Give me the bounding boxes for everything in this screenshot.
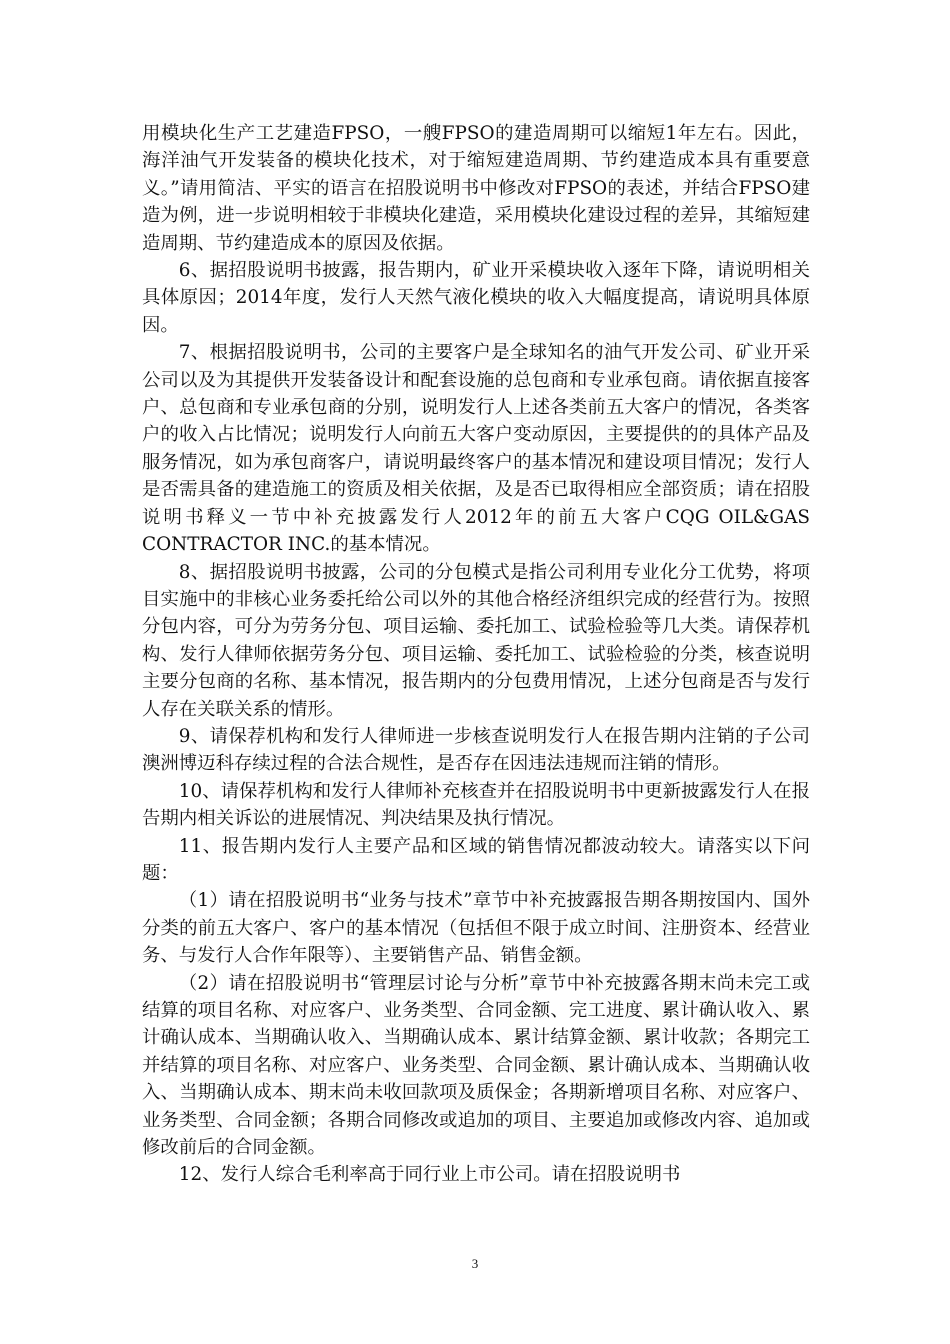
paragraph-item-11-sub-1: （1）请在招股说明书“业务与技术”章节中补充披露报告期各期按国内、国外分类的前五大客户、客户的基本情况（包括但不限于成立时间、注册资本、经营业务、与发行人合作年限等）、主要销售产品、销售金额。: [142, 890, 810, 967]
paragraph-item-6: 6、据招股说明书披露，报告期内，矿业开采模块收入逐年下降，请说明相关具体原因；2014年度，发行人天然气液化模块的收入大幅度提高，请说明具体原因。: [142, 260, 810, 336]
paragraph-item-7: 7、根据招股说明书，公司的主要客户是全球知名的油气开发公司、矿业开采公司以及为其提供开发装备设计和配套设施的总包商和专业承包商。请依据直接客户、总包商和专业承包商的分别，说明发行人上述各类前五大客户的情况，各类客户的收入占比情况；说明发行人向前五大客户变动原因，主要提供的的具体产品及服务情况，如为承包商客户，请说明最终客户的基本情况和建设项目情况；发行人是否需具备的建造施工的资质及相关依据，及是否已取得相应全部资质；请在招股说明书释义一节中补充披露发行人2012年的前五大客户CQG OIL&GAS CONTRACTOR INC.的基本情况。: [142, 342, 810, 556]
paragraph-item-12: 12、发行人综合毛利率高于同行业上市公司。请在招股说明书: [178, 1164, 681, 1186]
paragraph-item-10: 10、请保荐机构和发行人律师补充核查并在招股说明书中更新披露发行人在报告期内相关诉讼的进展情况、判决结果及执行情况。: [142, 780, 810, 830]
body-text: [142, 120, 810, 1189]
page-number: 3: [471, 1256, 479, 1271]
paragraph-continuation: 用模块化生产工艺建造FPSO，一艘FPSO的建造周期可以缩短1年左右。因此，海洋油气开发装备的模块化技术，对于缩短建造周期、节约建造成本具有重要意义。”请用简洁、平实的语言在招股说明书中修改对FPSO的表述，并结合FPSO建造为例，进一步说明相较于非模块化建造，采用模块化建设过程的差异，其缩短建造周期、节约建造成本的原因及依据。: [142, 123, 810, 254]
paragraph-item-9: 9、请保荐机构和发行人律师进一步核查说明发行人在报告期内注销的子公司澳洲博迈科存续过程的合法合规性，是否存在因违法违规而注销的情形。: [142, 725, 810, 775]
paragraph-item-8: 8、据招股说明书披露，公司的分包模式是指公司利用专业化分工优势，将项目实施中的非核心业务委托给公司以外的其他合格经济组织完成的经营行为。按照分包内容，可分为劳务分包、项目运输、委托加工、试验检验等几大类。请保荐机构、发行人律师依据劳务分包、项目运输、委托加工、试验检验的分类，核查说明主要分包商的名称、基本情况，报告期内的分包费用情况，上述分包商是否与发行人存在关联关系的情形。: [142, 561, 810, 720]
paragraph-item-11-sub-2: （2）请在招股说明书“管理层讨论与分析”章节中补充披露各期末尚未完工或结算的项目名称、对应客户、业务类型、合同金额、完工进度、累计确认收入、累计确认成本、当期确认收入、当期确认成本、累计结算金额、累计收款；各期完工并结算的项目名称、对应客户、业务类型、合同金额、累计确认成本、当期确认收入、当期确认成本、期末尚未收回款项及质保金；各期新增项目名称、对应客户、业务类型、合同金额；各期合同修改或追加的项目、主要追加或修改内容、追加或修改前后的合同金额。: [142, 972, 810, 1159]
paragraph-item-11: 11、报告期内发行人主要产品和区域的销售情况都波动较大。请落实以下问题：: [142, 835, 810, 884]
